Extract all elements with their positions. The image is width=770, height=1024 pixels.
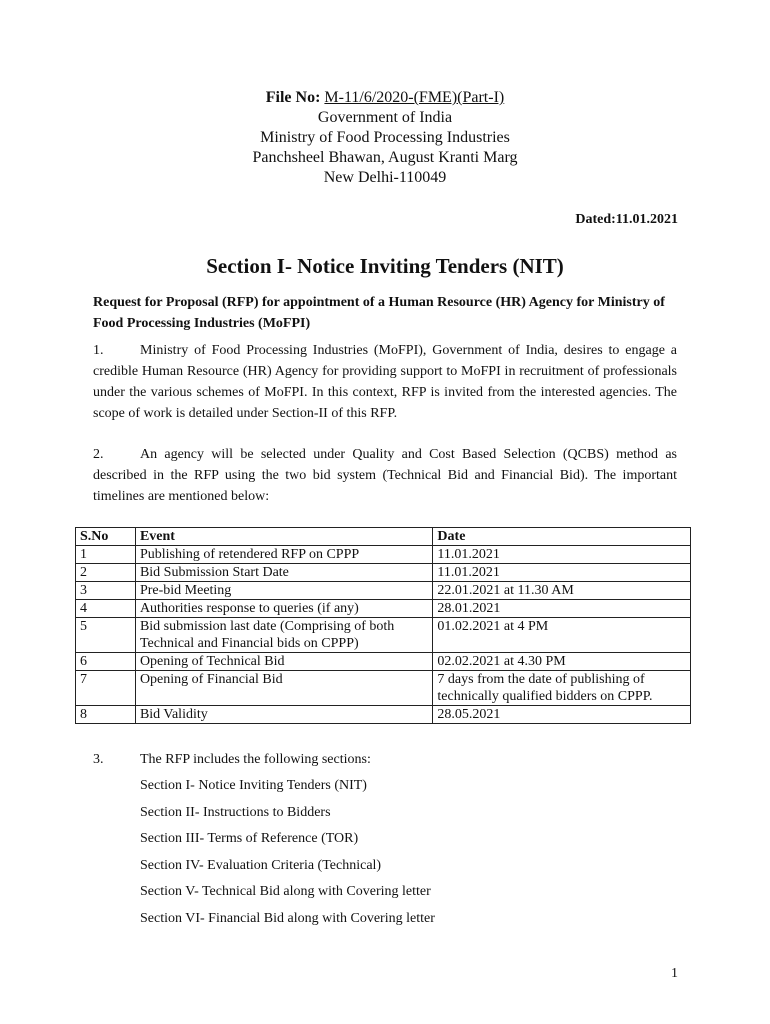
paragraph-1-text: Ministry of Food Processing Industries (MoFPI), Government of India, desires to engage a credible Human Resource (HR) Agency for providing support to MoFPI in recruitment of professionals under the various schemes of MoFPI. In this context, RFP is invited from the interested agencies. The scope of work is detailed under Section-II of this RFP.	[93, 343, 677, 421]
table-row	[76, 618, 691, 653]
table-row	[76, 582, 691, 600]
cell-date: 22.01.2021 at 11.30 AM	[433, 582, 691, 600]
cell-sno: 4	[76, 600, 136, 618]
table-row	[76, 600, 691, 618]
timeline-table	[75, 527, 691, 724]
paragraph-3-number: 3.	[93, 752, 104, 767]
paragraph-2	[93, 444, 677, 507]
header-event: Event	[135, 528, 432, 546]
cell-event: Pre-bid Meeting	[135, 582, 432, 600]
paragraph-2-text: An agency will be selected under Quality and Cost Based Selection (QCBS) method as described in the RFP using the two bid system (Technical Bid and Financial Bid). The important timelines are mentioned below:	[93, 447, 677, 504]
file-number-label: File No:	[265, 89, 321, 106]
list-item: Section VI- Financial Bid along with Covering letter	[140, 910, 435, 926]
cell-event: Bid submission last date (Comprising of both Technical and Financial bids on CPPP)	[135, 618, 432, 653]
cell-sno: 3	[76, 582, 136, 600]
list-item: Section V- Technical Bid along with Covering letter	[140, 884, 431, 899]
cell-sno: 8	[76, 706, 136, 724]
cell-event: Opening of Financial Bid	[135, 671, 432, 706]
cell-event: Bid Validity	[135, 706, 432, 724]
cell-sno: 2	[76, 564, 136, 582]
date-line: Dated:11.01.2021	[575, 212, 678, 227]
list-item: Section III- Terms of Reference (TOR)	[140, 831, 359, 846]
header-line-government: Government of India	[317, 109, 453, 126]
table-row	[76, 706, 691, 724]
paragraph-1	[93, 340, 677, 424]
cell-date: 11.01.2021	[433, 546, 691, 564]
table-row	[76, 653, 691, 671]
rfp-heading: Request for Proposal (RFP) for appointment of a Human Resource (HR) Agency for Ministry of Food Processing Industries (MoFPI)	[93, 295, 665, 331]
header-line-city: New Delhi-110049	[323, 169, 447, 186]
cell-date: 7 days from the date of publishing of technically qualified bidders on CPPP.	[433, 671, 691, 706]
header-sno: S.No	[76, 528, 136, 546]
table-row	[76, 546, 691, 564]
cell-date: 11.01.2021	[433, 564, 691, 582]
cell-sno: 1	[76, 546, 136, 564]
cell-date: 28.01.2021	[433, 600, 691, 618]
cell-sno: 6	[76, 653, 136, 671]
paragraph-3-text: The RFP includes the following sections:	[140, 752, 371, 767]
cell-event: Publishing of retendered RFP on CPPP	[135, 546, 432, 564]
cell-date: 01.02.2021 at 4 PM	[433, 618, 691, 653]
list-item: Section II- Instructions to Bidders	[140, 804, 331, 820]
table-header-row	[76, 528, 691, 546]
header-line-address: Panchsheel Bhawan, August Kranti Marg	[252, 149, 518, 166]
paragraph-2-number: 2.	[93, 447, 104, 462]
cell-sno: 5	[76, 618, 136, 653]
list-item: Section IV- Evaluation Criteria (Technical)	[140, 857, 382, 873]
paragraph-1-number: 1.	[93, 343, 104, 358]
cell-date: 02.02.2021 at 4.30 PM	[433, 653, 691, 671]
cell-event: Bid Submission Start Date	[135, 564, 432, 582]
section-title: Section I- Notice Inviting Tenders (NIT)	[206, 254, 564, 278]
list-item: Section I- Notice Inviting Tenders (NIT)	[140, 778, 367, 793]
paragraph-3	[93, 752, 371, 768]
header-line-ministry: Ministry of Food Processing Industries	[260, 129, 510, 146]
file-number-line	[0, 88, 770, 108]
cell-date: 28.05.2021	[433, 706, 691, 724]
cell-sno: 7	[76, 671, 136, 706]
table-row	[76, 564, 691, 582]
sections-list	[140, 778, 435, 937]
letter-header	[0, 88, 770, 188]
file-number-value: M-11/6/2020-(FME)(Part-I)	[324, 89, 505, 106]
table-row	[76, 671, 691, 706]
cell-event: Opening of Technical Bid	[135, 653, 432, 671]
page-number: 1	[671, 966, 678, 981]
cell-event: Authorities response to queries (if any)	[135, 600, 432, 618]
header-date: Date	[433, 528, 691, 546]
